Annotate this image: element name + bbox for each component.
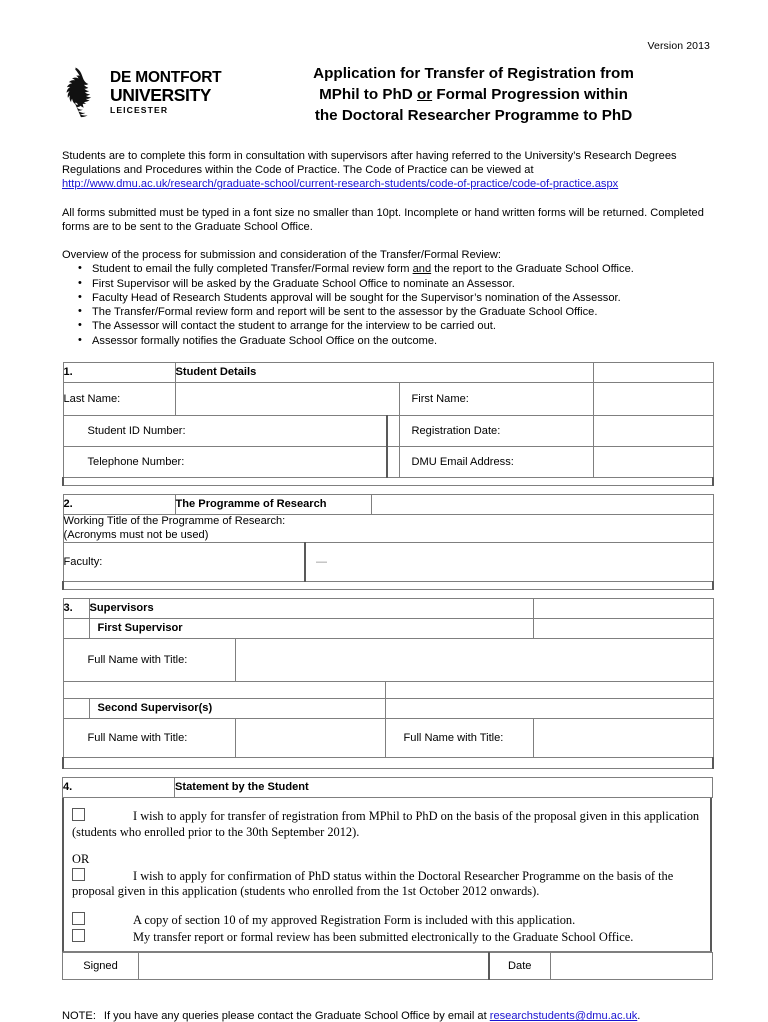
research-students-email-link[interactable]: researchstudents@dmu.ac.uk bbox=[489, 1010, 638, 1022]
process-steps-list bbox=[62, 262, 710, 348]
note-text-before: If you have any queries please contact the Graduate School Office by email at bbox=[103, 1010, 490, 1022]
footer-note bbox=[62, 1010, 710, 1022]
table-row bbox=[63, 699, 713, 719]
date-field[interactable] bbox=[551, 953, 713, 980]
section-3-number: 3. bbox=[63, 599, 89, 619]
section-1-title: Student Details bbox=[175, 363, 593, 383]
section-2-title: The Programme of Research bbox=[175, 495, 371, 515]
statement-option-3-text: A copy of section 10 of my approved Registration Form is included with this application. bbox=[133, 912, 576, 927]
statement-option-4-row bbox=[72, 929, 702, 946]
section-2-spacer bbox=[63, 582, 713, 590]
section-2-header-filler bbox=[371, 495, 713, 515]
table-row bbox=[63, 416, 713, 447]
university-logo bbox=[62, 61, 237, 117]
first-supervisor-heading-pad bbox=[63, 619, 89, 639]
title-line-2-b: Formal Progression within bbox=[432, 86, 628, 103]
faculty-field[interactable] bbox=[305, 543, 713, 582]
section-4-statement-header bbox=[62, 777, 713, 798]
working-title-label-line-2: (Acronyms must not be used) bbox=[63, 528, 209, 541]
section-1-number: 1. bbox=[63, 363, 175, 383]
date-label: Date bbox=[489, 953, 551, 980]
table-row bbox=[63, 619, 713, 639]
first-supervisor-heading-filler bbox=[533, 619, 713, 639]
section-3-header-filler bbox=[533, 599, 713, 619]
last-name-label: Last Name: bbox=[63, 383, 175, 416]
step-text-after: the report to the Graduate School Office. bbox=[431, 263, 634, 276]
section-2-number: 2. bbox=[63, 495, 175, 515]
or-label: OR bbox=[72, 852, 90, 867]
list-item: • The Assessor will contact the student to arrange for the interview to be carried out. bbox=[92, 319, 710, 333]
checkbox-transfer-mphil-to-phd[interactable] bbox=[72, 808, 85, 821]
section-3-spacer bbox=[63, 758, 713, 769]
section-3-title: Supervisors bbox=[89, 599, 533, 619]
step-text-underlined: and bbox=[412, 263, 432, 276]
table-row bbox=[63, 719, 713, 758]
table-row bbox=[63, 682, 713, 699]
list-item: • The Transfer/Formal review form and report will be sent to the assessor by the Graduate School Office. bbox=[92, 305, 710, 319]
section-3-header-row bbox=[63, 599, 713, 619]
first-name-field[interactable] bbox=[593, 383, 713, 416]
step-text-before: Student to email the fully completed Transfer/Formal review form bbox=[92, 263, 413, 276]
statement-checkbox-area bbox=[62, 798, 712, 952]
logo-line-2: UNIVERSITY bbox=[110, 84, 212, 105]
intro-paragraph-1 bbox=[62, 149, 710, 192]
signed-field[interactable] bbox=[139, 953, 489, 980]
code-of-practice-link[interactable]: http://www.dmu.ac.uk/research/graduate-school/current-research-students/code-of-practice/code-of-practice.aspx bbox=[62, 178, 619, 191]
title-line-2 bbox=[237, 84, 710, 105]
signature-row bbox=[62, 952, 713, 980]
title-line-2-underline: or bbox=[416, 86, 433, 103]
section-3-supervisors bbox=[62, 598, 714, 769]
form-sections bbox=[62, 362, 710, 980]
statement-option-2-row bbox=[72, 868, 702, 900]
intro-paragraph-2: All forms submitted must be typed in a font size no smaller than 10pt. Incomplete or hand written forms will be returned. Completed forms are to be sent to the Graduate School Office. bbox=[62, 206, 704, 233]
statement-option-3-row bbox=[72, 912, 702, 929]
list-item: • Faculty Head of Research Students approval will be sought for the Supervisor’s nomination of the Assessor. bbox=[92, 291, 710, 305]
checkbox-confirmation-phd-status[interactable] bbox=[72, 868, 85, 881]
section-1-student-details bbox=[62, 362, 714, 486]
table-row bbox=[63, 543, 713, 582]
working-title-field[interactable] bbox=[63, 515, 713, 543]
table-row bbox=[63, 515, 713, 543]
statement-option-4-text: My transfer report or formal review has been submitted electronically to the Graduate School Office. bbox=[133, 929, 634, 944]
last-name-field[interactable] bbox=[175, 383, 399, 416]
supervisor-divider-right bbox=[385, 682, 713, 699]
section-4-header-row bbox=[63, 778, 713, 798]
working-title-label-line-1: Working Title of the Programme of Research: bbox=[63, 515, 286, 527]
faculty-value: — bbox=[316, 556, 327, 568]
lion-crest-icon bbox=[62, 65, 106, 117]
section-1-spacer bbox=[63, 478, 713, 486]
dmu-email-label: DMU Email Address: bbox=[399, 447, 593, 478]
second-supervisor-a-label: Full Name with Title: bbox=[63, 719, 235, 758]
page-title bbox=[237, 61, 710, 126]
first-supervisor-name-label: Full Name with Title: bbox=[63, 639, 235, 682]
telephone-label: Telephone Number: bbox=[63, 447, 387, 478]
telephone-field[interactable] bbox=[387, 447, 399, 478]
first-supervisor-heading: First Supervisor bbox=[89, 619, 533, 639]
section-2-programme-of-research bbox=[62, 494, 714, 590]
table-row bbox=[63, 383, 713, 416]
note-text-after: . bbox=[637, 1010, 641, 1022]
statement-option-1-row bbox=[72, 808, 702, 840]
note-label: NOTE: bbox=[62, 1010, 96, 1022]
list-item bbox=[92, 262, 710, 276]
document-header bbox=[62, 61, 710, 126]
signed-label: Signed bbox=[63, 953, 139, 980]
section-4-number: 4. bbox=[63, 778, 175, 798]
second-supervisor-b-field[interactable] bbox=[533, 719, 713, 758]
table-row bbox=[63, 639, 713, 682]
section-2-header-row bbox=[63, 495, 713, 515]
statement-option-1-text: I wish to apply for transfer of registration from MPhil to PhD on the basis of the proposal given in this application (students who enrolled prior to the 30th September 2012). bbox=[72, 809, 700, 839]
list-item: • Assessor formally notifies the Graduate School Office on the outcome. bbox=[92, 334, 710, 348]
overview-heading: Overview of the process for submission and consideration of the Transfer/Formal Review: bbox=[62, 249, 502, 262]
version-label: Version 2013 bbox=[647, 40, 710, 52]
intro-paragraph-1-text: Students are to complete this form in consultation with supervisors after having referred to the University’s Research Degrees Regulations and Procedures within the Code of Practice. The Code of Practice can be viewed at bbox=[62, 150, 677, 177]
second-supervisor-heading-filler bbox=[385, 699, 713, 719]
registration-date-field[interactable] bbox=[593, 416, 713, 447]
second-supervisor-a-field[interactable] bbox=[235, 719, 385, 758]
checkbox-report-submitted-electronically[interactable] bbox=[72, 929, 85, 942]
intro-section bbox=[62, 149, 710, 348]
first-name-label: First Name: bbox=[399, 383, 593, 416]
student-id-label: Student ID Number: bbox=[63, 416, 387, 447]
logo-wordmark bbox=[110, 65, 221, 116]
checkbox-section-10-copy-included[interactable] bbox=[72, 912, 85, 925]
student-id-field[interactable] bbox=[387, 416, 399, 447]
second-supervisor-heading-pad bbox=[63, 699, 89, 719]
table-row bbox=[63, 447, 713, 478]
section-1-header-filler bbox=[593, 363, 713, 383]
first-supervisor-name-field[interactable] bbox=[235, 639, 713, 682]
section-1-header-row bbox=[63, 363, 713, 383]
registration-date-label: Registration Date: bbox=[399, 416, 593, 447]
title-line-3: the Doctoral Researcher Programme to PhD bbox=[314, 107, 633, 124]
title-line-1: Application for Transfer of Registration from bbox=[313, 65, 634, 82]
statement-option-2-text: I wish to apply for confirmation of PhD status within the Doctoral Researcher Programme on the basis of the proposal given in this application (students who enrolled from the 1st October 2012 onwards). bbox=[72, 868, 674, 899]
faculty-label: Faculty: bbox=[63, 543, 305, 582]
second-supervisor-heading: Second Supervisor(s) bbox=[89, 699, 385, 719]
logo-line-1: DE MONTFORT bbox=[110, 69, 222, 86]
list-item: • First Supervisor will be asked by the Graduate School Office to nominate an Assessor. bbox=[92, 277, 710, 291]
title-line-2-a: MPhil to PhD bbox=[319, 86, 417, 103]
logo-line-3: LEICESTER bbox=[110, 104, 169, 115]
supervisor-divider-left bbox=[63, 682, 385, 699]
second-supervisor-b-label: Full Name with Title: bbox=[385, 719, 533, 758]
table-row bbox=[63, 953, 713, 980]
section-4-title: Statement by the Student bbox=[175, 778, 713, 798]
dmu-email-field[interactable] bbox=[593, 447, 713, 478]
